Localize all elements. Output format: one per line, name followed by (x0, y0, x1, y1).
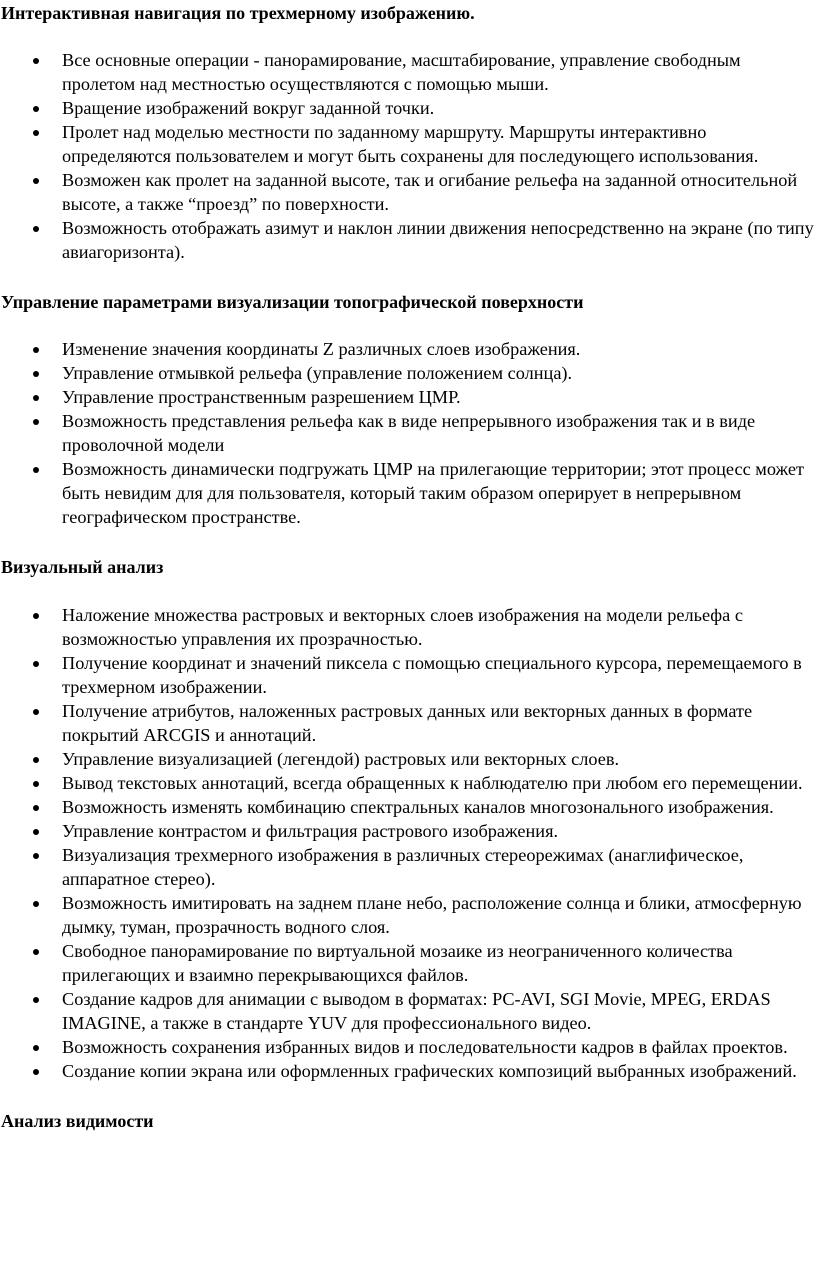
section-heading: Анализ видимости (1, 1111, 154, 1131)
list-item: Управление отмывкой рельефа (управление положением солнца). (1, 361, 816, 385)
bullet-list (1, 48, 816, 264)
list-item: Возможность представления рельефа как в виде непрерывного изображения так и в виде проволочной модели (1, 409, 816, 457)
list-item: Создание копии экрана или оформленных графических композиций выбранных изображений. (1, 1059, 816, 1083)
list-item: Управление контрастом и фильтрация растрового изображения. (1, 819, 816, 843)
list-item: Изменение значения координаты Z различных слоев изображения. (1, 337, 816, 361)
list-item: Возможность динамически подгружать ЦМР на прилегающие территории; этот процесс может быть невидим для для пользователя, который таким образом оперирует в непрерывном географическом пространстве. (1, 457, 816, 529)
list-item: Вращение изображений вокруг заданной точки. (1, 96, 816, 120)
list-item: Возможность сохранения избранных видов и последовательности кадров в файлах проектов. (1, 1035, 816, 1059)
list-item: Все основные операции - панорамирование, масштабирование, управление свободным пролетом над местностью осуществляются с помощью мыши. (1, 48, 816, 96)
section-heading: Управление параметрами визуализации топографической поверхности (1, 292, 584, 312)
list-item: Создание кадров для анимации с выводом в форматах: PC-AVI, SGI Movie, MPEG, ERDAS IMAGINE, а также в стандарте YUV для профессионального видео. (1, 987, 816, 1035)
section-navigation (1, 1, 816, 264)
list-item: Управление визуализацией (легендой) растровых или векторных слоев. (1, 747, 816, 771)
list-item: Возможность имитировать на заднем плане небо, расположение солнца и блики, атмосферную дымку, туман, прозрачность водного слоя. (1, 891, 816, 939)
list-item: Свободное панорамирование по виртуальной мозаике из неограниченного количества прилегающих и взаимно перекрывающихся файлов. (1, 939, 816, 987)
list-item: Возможность отображать азимут и наклон линии движения непосредственно на экране (по типу авиагоризонта). (1, 216, 816, 264)
bullet-list (1, 603, 816, 1083)
list-item: Возможен как пролет на заданной высоте, так и огибание рельефа на заданной относительной высоте, а также “проезд” по поверхности. (1, 168, 816, 216)
list-item: Вывод текстовых аннотаций, всегда обращенных к наблюдателю при любом его перемещении. (1, 771, 816, 795)
list-item: Получение атрибутов, наложенных растровых данных или векторных данных в формате покрытий ARCGIS и аннотаций. (1, 699, 816, 747)
section-heading: Визуальный анализ (1, 557, 164, 577)
list-item: Возможность изменять комбинацию спектральных каналов многозонального изображения. (1, 795, 816, 819)
bullet-list (1, 337, 816, 529)
section-visual-analysis (1, 555, 816, 1083)
list-item: Визуализация трехмерного изображения в различных стереорежимах (анаглифическое, аппаратное стерео). (1, 843, 816, 891)
section-visualization-parameters (1, 290, 816, 529)
list-item: Наложение множества растровых и векторных слоев изображения на модели рельефа с возможностью управления их прозрачностью. (1, 603, 816, 651)
list-item: Пролет над моделью местности по заданному маршруту. Маршруты интерактивно определяются пользователем и могут быть сохранены для последующего использования. (1, 120, 816, 168)
section-heading: Интерактивная навигация по трехмерному изображению. (1, 3, 475, 23)
list-item: Управление пространственным разрешением ЦМР. (1, 385, 816, 409)
list-item: Получение координат и значений пиксела с помощью специального курсора, перемещаемого в трехмерном изображении. (1, 651, 816, 699)
section-visibility-analysis (1, 1109, 816, 1133)
